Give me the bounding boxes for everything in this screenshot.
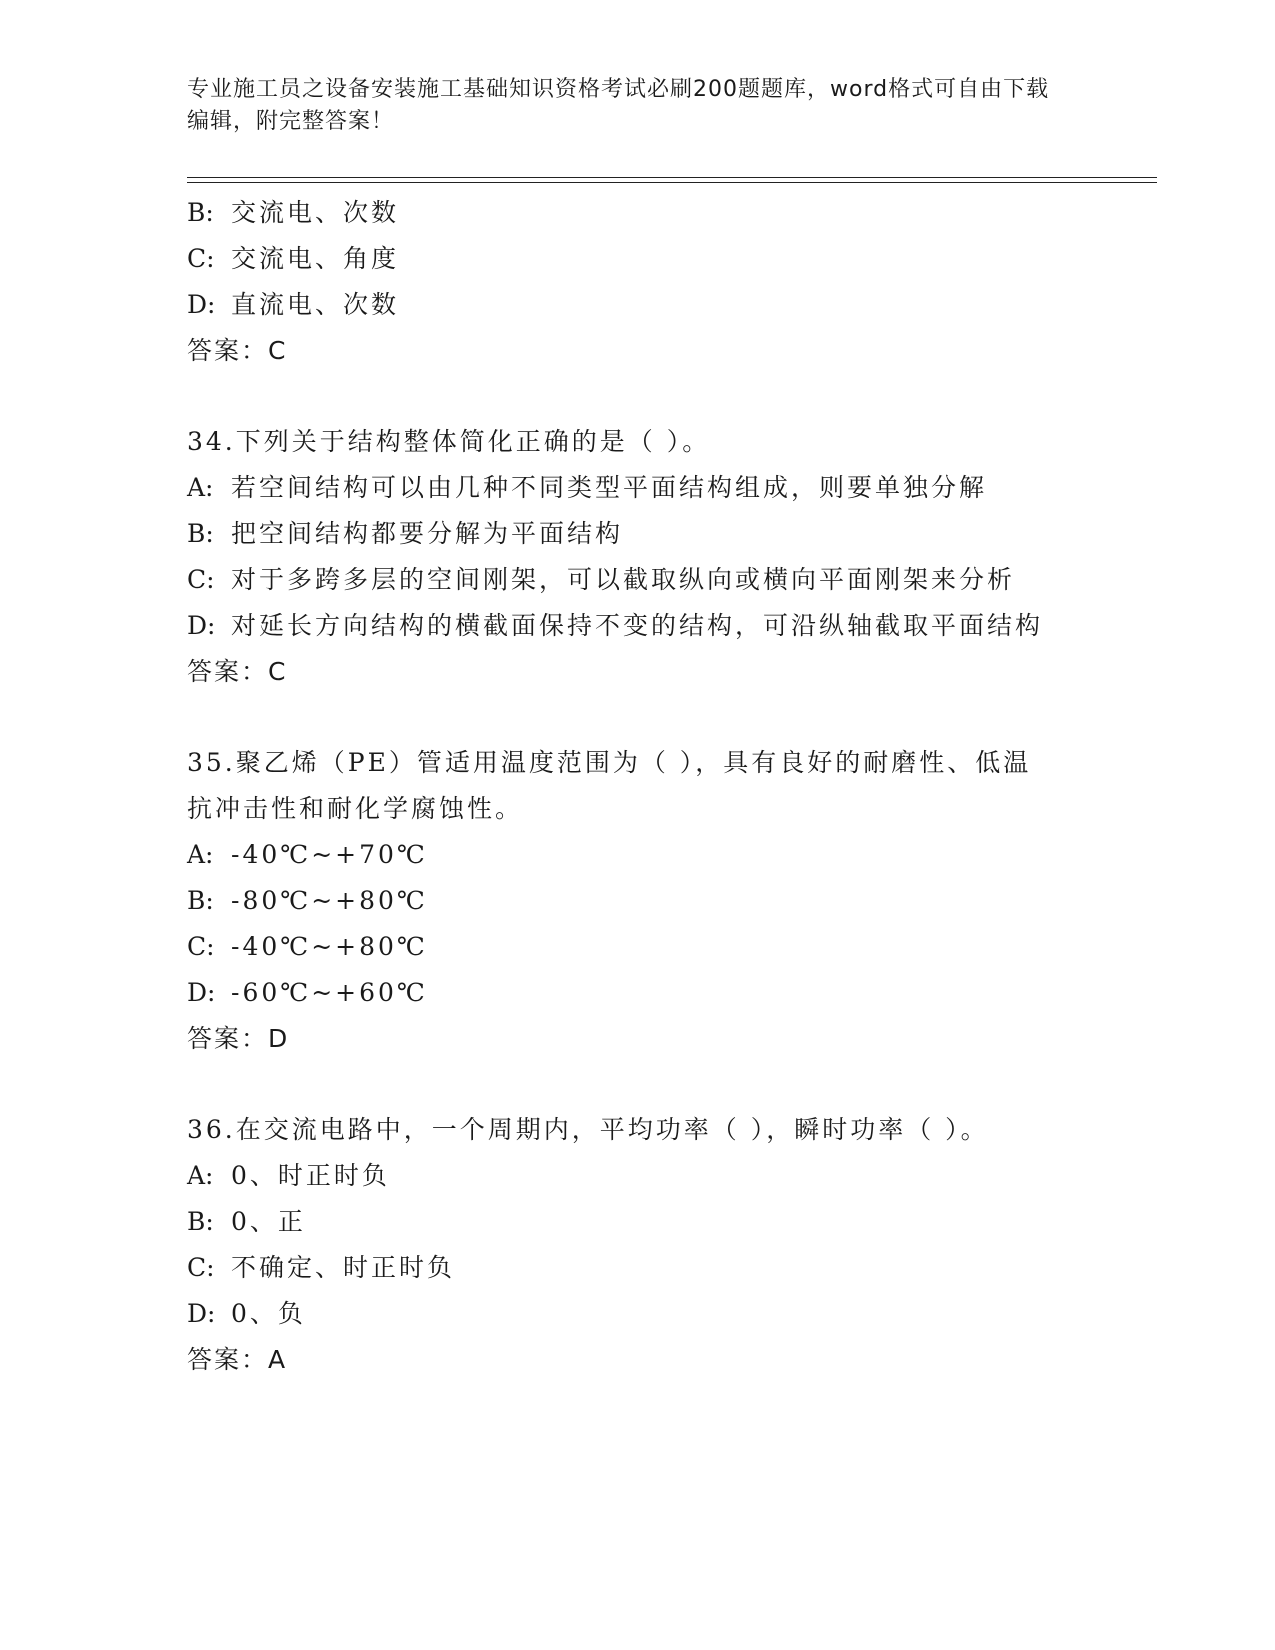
option-d: D: 0、负 [187,1299,306,1328]
option-b: B: 0、正 [187,1207,306,1236]
answer: 答案：D [187,1024,290,1053]
document-header: 专业施工员之设备安装施工基础知识资格考试必刷200题题库，word格式可自由下载编辑，附完整答案！ [187,77,1050,134]
option-b: B: 把空间结构都要分解为平面结构 [187,519,624,548]
option-c: C: 对于多跨多层的空间刚架，可以截取纵向或横向平面刚架来分析 [187,565,1016,594]
question-list [187,190,1157,1383]
answer: 答案：C [187,336,288,365]
question-34 [187,419,1157,695]
option-b: B: -80℃~+80℃ [187,886,428,915]
question-stem: 34.下列关于结构整体简化正确的是（ ）。 [187,427,711,456]
question-33 [187,190,1157,374]
option-b: B: 交流电、次数 [187,198,400,227]
header-divider-bottom [187,182,1157,183]
answer: 答案：C [187,657,288,686]
option-a: A: -40℃~+70℃ [187,840,428,869]
header-divider-top [187,177,1157,178]
option-c: C: 交流电、角度 [187,244,400,273]
option-a: A: 0、时正时负 [187,1161,390,1190]
question-stem-continued: 抗冲击性和耐化学腐蚀性。 [187,794,524,823]
question-stem: 35.聚乙烯（PE）管适用温度范围为（ ），具有良好的耐磨性、低温 [187,748,1032,777]
answer: 答案：A [187,1345,288,1374]
option-d: D: -60℃~+60℃ [187,978,428,1007]
question-35 [187,740,1157,1062]
question-36 [187,1107,1157,1383]
option-d: D: 对延长方向结构的横截面保持不变的结构，可沿纵轴截取平面结构 [187,611,1044,640]
question-stem: 36.在交流电路中，一个周期内，平均功率（ ），瞬时功率（ ）。 [187,1115,989,1144]
option-a: A: 若空间结构可以由几种不同类型平面结构组成，则要单独分解 [187,473,988,502]
option-d: D: 直流电、次数 [187,290,400,319]
option-c: C: -40℃~+80℃ [187,932,428,961]
option-c: C: 不确定、时正时负 [187,1253,456,1282]
